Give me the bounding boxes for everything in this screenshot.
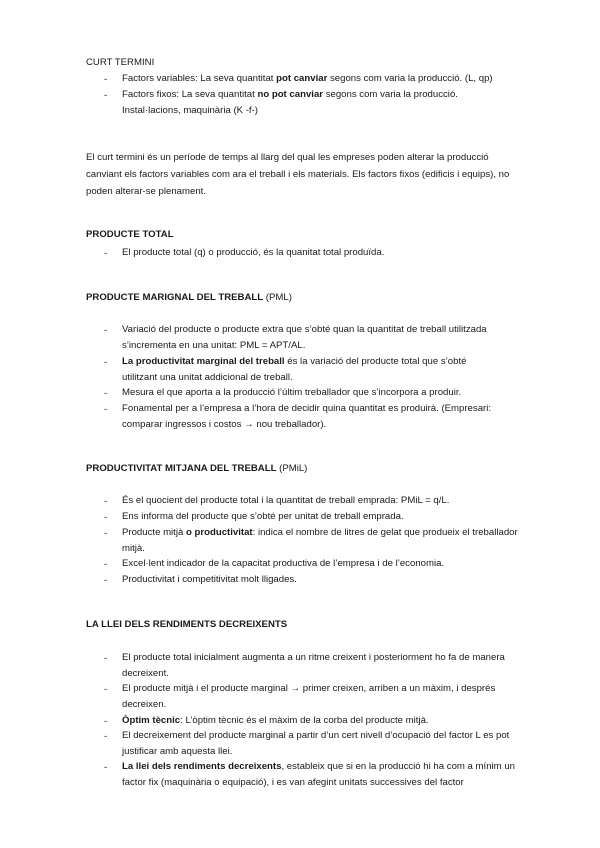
bullet: - [104, 575, 108, 586]
list-item: És el quocient del producte total i la quantitat de treball emprada: PMiL = q/L. [122, 495, 450, 506]
bullet: - [104, 388, 108, 399]
section-title-llei: LA LLEI DELS RENDIMENTS DECREIXENTS [86, 619, 288, 630]
list-item: La productivitat marginal del treball és la variació del producte total que s’obté utilitzant una unitat addicional de treball. [122, 356, 467, 383]
list-item: Producte mitjà o productivitat: indica el nombre de litres de gelat que produeix el treballador mitjà. [122, 527, 518, 554]
bullet: - [104, 90, 108, 101]
section-title-pml: PRODUCTE MARIGNAL DEL TREBALL (PML) [86, 292, 292, 303]
list-item: Fonamental per a l’empresa a l’hora de decidir quina quantitat es produirà. (Empresari: comparar ingressos i costos → nou treballador). [122, 403, 492, 430]
list-item: Variació del producte o producte extra que s’obté quan la quantitat de treball utilitzada s’incrementa en una unitat: PML = APT/AL. [122, 324, 487, 351]
list-item: Òptim tècnic: L’òptim tècnic és el màxim de la corba del producte mitjà. [122, 715, 429, 726]
list-item: El producte mitjà i el producte marginal → primer creixen, arriben a un màxim, i després decreixen. [122, 683, 496, 710]
list-item: El decreixement del producte marginal a partir d’un cert nivell d’ocupació del factor L es pot justificar amb aquesta llei. [122, 730, 510, 757]
bullet: - [104, 248, 108, 259]
list-item: Ens informa del producte que s’obté per unitat de treball emprada. [122, 511, 404, 522]
bullet: - [104, 528, 108, 539]
bullet: - [104, 559, 108, 570]
list-item: Excel·lent indicador de la capacitat productiva de l’empresa i de l’economia. [122, 558, 445, 569]
list-item: Mesura el que aporta a la producció l’últim treballador que s’incorpora a produir. [122, 387, 462, 398]
bullet: - [104, 762, 108, 773]
list-item: Factors variables: La seva quantitat pot canviar segons com varia la producció. (L, qp) [122, 73, 493, 84]
bullet: - [104, 653, 108, 664]
list-item: La llei dels rendiments decreixents, estableix que si en la producció hi ha com a mínim un factor fix (maquinària o equipació), i es van afegint unitats successives del factor [122, 761, 516, 788]
bullet: - [104, 325, 108, 336]
list-item: Factors fixos: La seva quantitat no pot canviar segons com varia la producció. Instal·lacions, maquinària (K -f-) [122, 89, 458, 116]
bullet: - [104, 716, 108, 727]
section-title-producte-total: PRODUCTE TOTAL [86, 229, 174, 240]
list-item: El producte total (q) o producció, és la quanitat total produïda. [122, 247, 385, 258]
bullet: - [104, 512, 108, 523]
list-item: Productivitat i competitivitat molt lligades. [122, 574, 297, 585]
bullet: - [104, 357, 108, 368]
bullet: - [104, 731, 108, 742]
bullet: - [104, 684, 108, 695]
bullet: - [104, 74, 108, 85]
paragraph-curt-termini: El curt termini és un període de temps al llarg del qual les empreses poden alterar la producció canviant els factors variables com ara el treball i els materials. Els factors fixos (edificis i equips), no poden alterar-se plenament. [86, 152, 510, 197]
bullet: - [104, 496, 108, 507]
section-title-pmil: PRODUCTIVITAT MITJANA DEL TREBALL (PMiL) [86, 463, 308, 474]
section-title-curt-termini: CURT TERMINI [86, 57, 155, 68]
list-item: El producte total inicialment augmenta a un ritme creixent i posteriorment ho fa de manera decreixent. [122, 652, 505, 679]
bullet: - [104, 404, 108, 415]
